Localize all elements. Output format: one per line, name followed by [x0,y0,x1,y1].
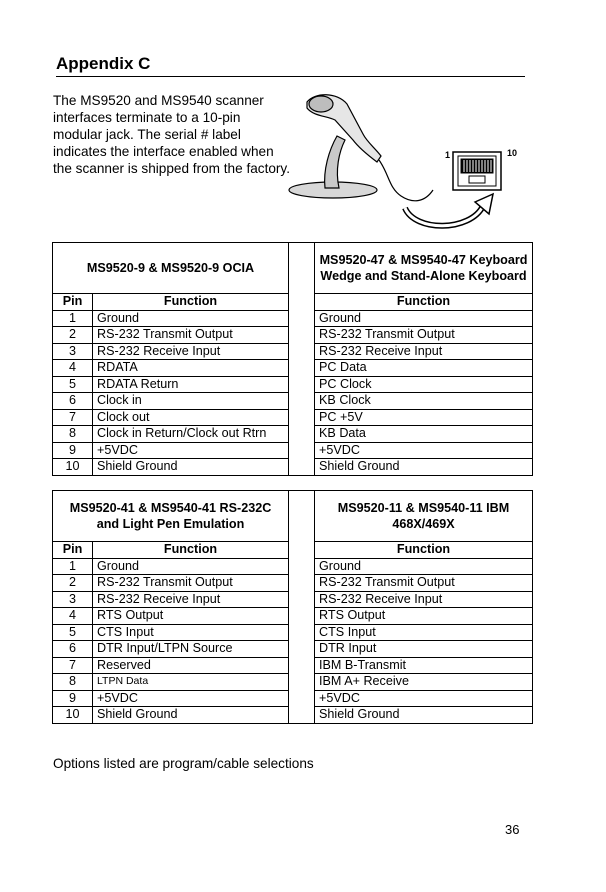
table-row: 9 +5VDC +5VDC [53,442,533,459]
function-header: Function [315,294,533,311]
pin-header: Pin [53,294,93,311]
function-header: Function [93,542,289,559]
function-header: Function [315,542,533,559]
pinout-table-2 [52,490,533,724]
footer-note: Options listed are program/cable selections [53,756,314,771]
table-row: 7 Clock out PC +5V [53,409,533,426]
table-row: 3 RS-232 Receive Input RS-232 Receive Input [53,591,533,608]
table-row: 5 CTS Input CTS Input [53,624,533,641]
curved-arrow-icon [405,194,493,226]
table-row: 3 RS-232 Receive Input RS-232 Receive Input [53,343,533,360]
table-row: 8 LTPN Data IBM A+ Receive [53,674,533,691]
scanner-on-stand-icon [289,95,433,201]
pin-header: Pin [53,542,93,559]
table-row: 1 Ground Ground [53,558,533,575]
table-row: 7 Reserved IBM B-Transmit [53,657,533,674]
table-header-row [53,542,533,559]
pin-1-label: 1 [445,150,451,160]
table-header-row [53,294,533,311]
table-row: 6 DTR Input/LTPN Source DTR Input [53,641,533,658]
table-2-left-title: MS9520-41 & MS9540-41 RS-232C and Light Pen Emulation [53,491,289,542]
intro-paragraph: The MS9520 and MS9540 scanner interfaces terminate to a 10-pin modular jack. The serial # label indicates the interface enabled when the scanner is shipped from the factory. [53,93,291,176]
table-row: 1 Ground Ground [53,310,533,327]
table-1-left-title: MS9520-9 & MS9520-9 OCIA [53,243,289,294]
page-heading: Appendix C [56,54,525,77]
pin-10-label: 10 [507,148,518,158]
scanner-figure [285,90,525,235]
table-row: 9 +5VDC +5VDC [53,690,533,707]
rj-jack-icon [453,152,501,190]
table-row: 5 RDATA Return PC Clock [53,376,533,393]
function-header: Function [93,294,289,311]
page-number: 36 [505,822,520,837]
table-row: 2 RS-232 Transmit Output RS-232 Transmit Output [53,575,533,592]
table-row: 4 RTS Output RTS Output [53,608,533,625]
table-1-right-title: MS9520-47 & MS9540-47 Keyboard Wedge and Stand-Alone Keyboard [315,243,533,294]
table-row: 6 Clock in KB Clock [53,393,533,410]
table-row: 10 Shield Ground Shield Ground [53,707,533,724]
table-row: 4 RDATA PC Data [53,360,533,377]
table-row: 2 RS-232 Transmit Output RS-232 Transmit Output [53,327,533,344]
table-2-right-title: MS9520-11 & MS9540-11 IBM 468X/469X [315,491,533,542]
pinout-table-1 [52,242,533,476]
table-row: 8 Clock in Return/Clock out Rtrn KB Data [53,426,533,443]
table-title-row [53,243,533,294]
table-row: 10 Shield Ground Shield Ground [53,459,533,476]
table-title-row [53,491,533,542]
